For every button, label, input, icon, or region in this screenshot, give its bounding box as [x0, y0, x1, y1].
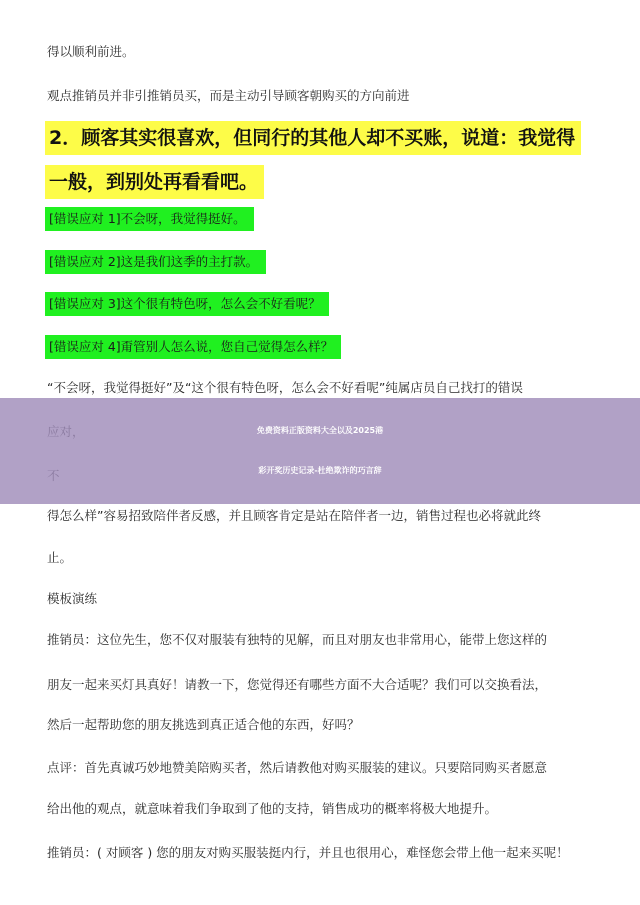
banner-title-line-2: 彩开奖历史记录-杜绝欺诈的巧言辞 [258, 466, 382, 475]
wrong-response-1: [错误应对 1]不会呀，我觉得挺好。 [45, 207, 254, 231]
overlay-banner [0, 398, 640, 504]
section-heading: 模板演练 [47, 591, 98, 606]
text-line: 点评：首先真诚巧妙地赞美陪购买者，然后请教他对购买服装的建议。只要陪同购买者愿意 [47, 760, 548, 775]
text-line: “不会呀，我觉得挺好”及“这个很有特色呀，怎么会不好看呢”纯属店员自己找打的错误 [47, 380, 523, 395]
wrong-response-4: [错误应对 4]甭管别人怎么说，您自己觉得怎么样？ [45, 335, 341, 359]
text-line: 观点推销员并非引推销员买，而是主动引导顾客朝购买的方向前进 [47, 88, 410, 103]
text-line: 朋友一起来买灯具真好！请教一下，您觉得还有哪些方面不大合适呢？我们可以交换看法， [47, 677, 548, 692]
wrong-response-2: [错误应对 2]这是我们这季的主打款。 [45, 250, 266, 274]
wrong-response-3: [错误应对 3]这个很有特色呀，怎么会不好看呢？ [45, 292, 329, 316]
text-line: 推销员：这位先生，您不仅对服装有独特的见解，而且对朋友也非常用心，能带上您这样的 [47, 632, 548, 647]
text-line: 给出他的观点，就意味着我们争取到了他的支持，销售成功的概率将极大地提升。 [47, 801, 498, 816]
text-line: 得以顺利前进。 [47, 44, 135, 59]
highlighted-heading: 2．顾客其实很喜欢，但同行的其他人却不买账，说道：我觉得 [45, 121, 581, 155]
banner-title-line-1: 免费资料正版资料大全以及2025港 [256, 426, 384, 435]
highlighted-heading: 一般，到别处再看看吧。 [45, 165, 264, 199]
text-line: 止。 [47, 550, 73, 565]
text-line: 推销员：( 对顾客 ) 您的朋友对购买服装挺内行，并且也很用心，难怪您会带上他一起来买呢！ [47, 845, 569, 860]
text-line: 得怎么样”容易招致陪伴者反感，并且顾客肯定是站在陪伴者一边，销售过程也必将就此终 [47, 508, 541, 523]
text-line: 然后一起帮助您的朋友挑选到真正适合他的东西，好吗？ [47, 717, 360, 732]
